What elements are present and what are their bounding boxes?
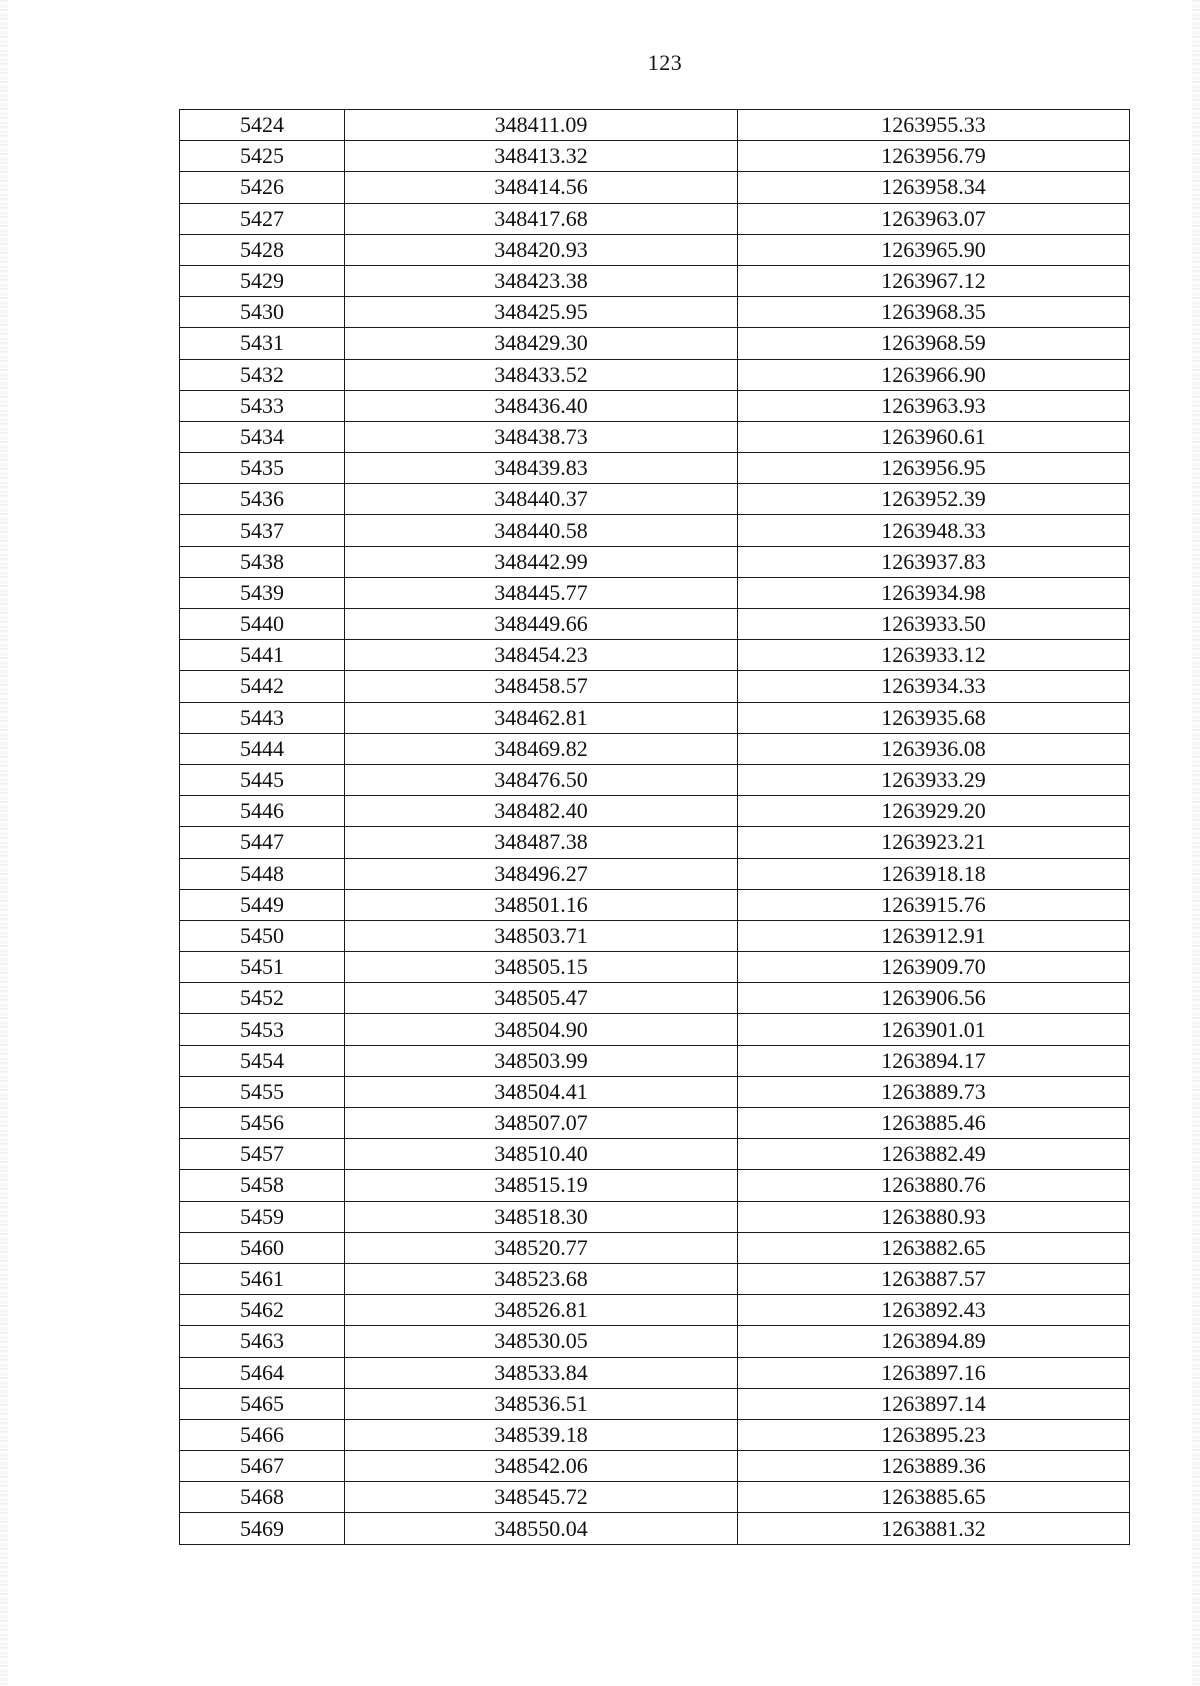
x-coordinate-cell: 348501.16 — [345, 889, 738, 920]
x-coordinate-cell: 348482.40 — [345, 796, 738, 827]
point-id-cell: 5466 — [180, 1419, 345, 1450]
y-coordinate-cell: 1263906.56 — [738, 983, 1130, 1014]
x-coordinate-cell: 348439.83 — [345, 453, 738, 484]
y-coordinate-cell: 1263937.83 — [738, 546, 1130, 577]
coordinates-table-body — [180, 110, 1130, 1545]
table-row — [180, 1388, 1130, 1419]
point-id-cell: 5428 — [180, 234, 345, 265]
x-coordinate-cell: 348550.04 — [345, 1513, 738, 1544]
point-id-cell: 5453 — [180, 1014, 345, 1045]
point-id-cell: 5441 — [180, 640, 345, 671]
y-coordinate-cell: 1263934.98 — [738, 577, 1130, 608]
point-id-cell: 5452 — [180, 983, 345, 1014]
y-coordinate-cell: 1263936.08 — [738, 733, 1130, 764]
point-id-cell: 5462 — [180, 1295, 345, 1326]
y-coordinate-cell: 1263880.76 — [738, 1170, 1130, 1201]
table-row — [180, 1014, 1130, 1045]
table-row — [180, 1513, 1130, 1544]
table-row — [180, 1419, 1130, 1450]
table-row — [180, 265, 1130, 296]
table-row — [180, 1295, 1130, 1326]
y-coordinate-cell: 1263956.95 — [738, 453, 1130, 484]
table-row — [180, 1201, 1130, 1232]
y-coordinate-cell: 1263912.91 — [738, 920, 1130, 951]
point-id-cell: 5457 — [180, 1139, 345, 1170]
table-row — [180, 858, 1130, 889]
table-row — [180, 297, 1130, 328]
x-coordinate-cell: 348515.19 — [345, 1170, 738, 1201]
x-coordinate-cell: 348413.32 — [345, 141, 738, 172]
point-id-cell: 5426 — [180, 172, 345, 203]
y-coordinate-cell: 1263956.79 — [738, 141, 1130, 172]
y-coordinate-cell: 1263915.76 — [738, 889, 1130, 920]
y-coordinate-cell: 1263934.33 — [738, 671, 1130, 702]
x-coordinate-cell: 348533.84 — [345, 1357, 738, 1388]
table-row — [180, 889, 1130, 920]
x-coordinate-cell: 348411.09 — [345, 110, 738, 141]
y-coordinate-cell: 1263935.68 — [738, 702, 1130, 733]
y-coordinate-cell: 1263933.50 — [738, 609, 1130, 640]
table-row — [180, 421, 1130, 452]
x-coordinate-cell: 348510.40 — [345, 1139, 738, 1170]
table-row — [180, 484, 1130, 515]
point-id-cell: 5448 — [180, 858, 345, 889]
point-id-cell: 5434 — [180, 421, 345, 452]
x-coordinate-cell: 348440.58 — [345, 515, 738, 546]
point-id-cell: 5429 — [180, 265, 345, 296]
point-id-cell: 5450 — [180, 920, 345, 951]
point-id-cell: 5437 — [180, 515, 345, 546]
x-coordinate-cell: 348526.81 — [345, 1295, 738, 1326]
table-row — [180, 733, 1130, 764]
table-row — [180, 390, 1130, 421]
point-id-cell: 5468 — [180, 1482, 345, 1513]
table-row — [180, 1451, 1130, 1482]
table-row — [180, 1357, 1130, 1388]
y-coordinate-cell: 1263918.18 — [738, 858, 1130, 889]
x-coordinate-cell: 348536.51 — [345, 1388, 738, 1419]
table-row — [180, 515, 1130, 546]
y-coordinate-cell: 1263952.39 — [738, 484, 1130, 515]
point-id-cell: 5435 — [180, 453, 345, 484]
x-coordinate-cell: 348507.07 — [345, 1108, 738, 1139]
table-row — [180, 328, 1130, 359]
y-coordinate-cell: 1263885.65 — [738, 1482, 1130, 1513]
table-row — [180, 609, 1130, 640]
y-coordinate-cell: 1263933.29 — [738, 764, 1130, 795]
x-coordinate-cell: 348505.47 — [345, 983, 738, 1014]
x-coordinate-cell: 348520.77 — [345, 1232, 738, 1263]
y-coordinate-cell: 1263948.33 — [738, 515, 1130, 546]
x-coordinate-cell: 348454.23 — [345, 640, 738, 671]
table-row — [180, 546, 1130, 577]
x-coordinate-cell: 348503.99 — [345, 1045, 738, 1076]
y-coordinate-cell: 1263897.14 — [738, 1388, 1130, 1419]
x-coordinate-cell: 348445.77 — [345, 577, 738, 608]
table-row — [180, 234, 1130, 265]
table-row — [180, 702, 1130, 733]
x-coordinate-cell: 348420.93 — [345, 234, 738, 265]
scan-edge-right — [1192, 0, 1200, 1686]
y-coordinate-cell: 1263965.90 — [738, 234, 1130, 265]
point-id-cell: 5439 — [180, 577, 345, 608]
scan-edge-left — [0, 0, 8, 1686]
point-id-cell: 5463 — [180, 1326, 345, 1357]
x-coordinate-cell: 348423.38 — [345, 265, 738, 296]
table-row — [180, 1482, 1130, 1513]
x-coordinate-cell: 348487.38 — [345, 827, 738, 858]
x-coordinate-cell: 348505.15 — [345, 952, 738, 983]
y-coordinate-cell: 1263882.49 — [738, 1139, 1130, 1170]
point-id-cell: 5443 — [180, 702, 345, 733]
x-coordinate-cell: 348458.57 — [345, 671, 738, 702]
table-row — [180, 1108, 1130, 1139]
y-coordinate-cell: 1263966.90 — [738, 359, 1130, 390]
y-coordinate-cell: 1263901.01 — [738, 1014, 1130, 1045]
y-coordinate-cell: 1263955.33 — [738, 110, 1130, 141]
table-row — [180, 141, 1130, 172]
y-coordinate-cell: 1263963.93 — [738, 390, 1130, 421]
x-coordinate-cell: 348518.30 — [345, 1201, 738, 1232]
y-coordinate-cell: 1263963.07 — [738, 203, 1130, 234]
y-coordinate-cell: 1263885.46 — [738, 1108, 1130, 1139]
y-coordinate-cell: 1263887.57 — [738, 1263, 1130, 1294]
x-coordinate-cell: 348469.82 — [345, 733, 738, 764]
y-coordinate-cell: 1263894.89 — [738, 1326, 1130, 1357]
point-id-cell: 5461 — [180, 1263, 345, 1294]
table-row — [180, 203, 1130, 234]
table-row — [180, 1263, 1130, 1294]
table-row — [180, 359, 1130, 390]
y-coordinate-cell: 1263909.70 — [738, 952, 1130, 983]
x-coordinate-cell: 348429.30 — [345, 328, 738, 359]
x-coordinate-cell: 348449.66 — [345, 609, 738, 640]
x-coordinate-cell: 348433.52 — [345, 359, 738, 390]
x-coordinate-cell: 348503.71 — [345, 920, 738, 951]
table-row — [180, 577, 1130, 608]
y-coordinate-cell: 1263880.93 — [738, 1201, 1130, 1232]
x-coordinate-cell: 348504.90 — [345, 1014, 738, 1045]
y-coordinate-cell: 1263881.32 — [738, 1513, 1130, 1544]
table-row — [180, 920, 1130, 951]
page-number: 123 — [647, 50, 683, 75]
y-coordinate-cell: 1263894.17 — [738, 1045, 1130, 1076]
point-id-cell: 5430 — [180, 297, 345, 328]
x-coordinate-cell: 348523.68 — [345, 1263, 738, 1294]
table-row — [180, 453, 1130, 484]
y-coordinate-cell: 1263892.43 — [738, 1295, 1130, 1326]
y-coordinate-cell: 1263895.23 — [738, 1419, 1130, 1450]
x-coordinate-cell: 348504.41 — [345, 1076, 738, 1107]
point-id-cell: 5432 — [180, 359, 345, 390]
x-coordinate-cell: 348417.68 — [345, 203, 738, 234]
point-id-cell: 5447 — [180, 827, 345, 858]
table-row — [180, 952, 1130, 983]
coordinates-table-container — [179, 109, 1129, 1545]
table-row — [180, 1326, 1130, 1357]
x-coordinate-cell: 348438.73 — [345, 421, 738, 452]
y-coordinate-cell: 1263882.65 — [738, 1232, 1130, 1263]
point-id-cell: 5427 — [180, 203, 345, 234]
y-coordinate-cell: 1263889.36 — [738, 1451, 1130, 1482]
x-coordinate-cell: 348542.06 — [345, 1451, 738, 1482]
table-row — [180, 983, 1130, 1014]
point-id-cell: 5442 — [180, 671, 345, 702]
table-row — [180, 110, 1130, 141]
y-coordinate-cell: 1263967.12 — [738, 265, 1130, 296]
y-coordinate-cell: 1263929.20 — [738, 796, 1130, 827]
coordinates-table — [179, 109, 1130, 1545]
table-row — [180, 796, 1130, 827]
point-id-cell: 5433 — [180, 390, 345, 421]
x-coordinate-cell: 348496.27 — [345, 858, 738, 889]
point-id-cell: 5424 — [180, 110, 345, 141]
y-coordinate-cell: 1263958.34 — [738, 172, 1130, 203]
y-coordinate-cell: 1263960.61 — [738, 421, 1130, 452]
table-row — [180, 1232, 1130, 1263]
point-id-cell: 5467 — [180, 1451, 345, 1482]
table-row — [180, 1045, 1130, 1076]
point-id-cell: 5440 — [180, 609, 345, 640]
x-coordinate-cell: 348436.40 — [345, 390, 738, 421]
point-id-cell: 5469 — [180, 1513, 345, 1544]
table-row — [180, 827, 1130, 858]
point-id-cell: 5464 — [180, 1357, 345, 1388]
point-id-cell: 5465 — [180, 1388, 345, 1419]
point-id-cell: 5451 — [180, 952, 345, 983]
point-id-cell: 5454 — [180, 1045, 345, 1076]
point-id-cell: 5459 — [180, 1201, 345, 1232]
y-coordinate-cell: 1263968.59 — [738, 328, 1130, 359]
point-id-cell: 5436 — [180, 484, 345, 515]
point-id-cell: 5438 — [180, 546, 345, 577]
x-coordinate-cell: 348476.50 — [345, 764, 738, 795]
point-id-cell: 5458 — [180, 1170, 345, 1201]
y-coordinate-cell: 1263889.73 — [738, 1076, 1130, 1107]
y-coordinate-cell: 1263897.16 — [738, 1357, 1130, 1388]
point-id-cell: 5455 — [180, 1076, 345, 1107]
table-row — [180, 172, 1130, 203]
point-id-cell: 5445 — [180, 764, 345, 795]
y-coordinate-cell: 1263923.21 — [738, 827, 1130, 858]
table-row — [180, 1076, 1130, 1107]
x-coordinate-cell: 348539.18 — [345, 1419, 738, 1450]
x-coordinate-cell: 348425.95 — [345, 297, 738, 328]
table-row — [180, 1139, 1130, 1170]
x-coordinate-cell: 348442.99 — [345, 546, 738, 577]
x-coordinate-cell: 348414.56 — [345, 172, 738, 203]
x-coordinate-cell: 348440.37 — [345, 484, 738, 515]
x-coordinate-cell: 348462.81 — [345, 702, 738, 733]
table-row — [180, 764, 1130, 795]
point-id-cell: 5446 — [180, 796, 345, 827]
y-coordinate-cell: 1263933.12 — [738, 640, 1130, 671]
table-row — [180, 640, 1130, 671]
point-id-cell: 5425 — [180, 141, 345, 172]
x-coordinate-cell: 348530.05 — [345, 1326, 738, 1357]
point-id-cell: 5444 — [180, 733, 345, 764]
point-id-cell: 5449 — [180, 889, 345, 920]
table-row — [180, 671, 1130, 702]
table-row — [180, 1170, 1130, 1201]
point-id-cell: 5460 — [180, 1232, 345, 1263]
point-id-cell: 5456 — [180, 1108, 345, 1139]
point-id-cell: 5431 — [180, 328, 345, 359]
x-coordinate-cell: 348545.72 — [345, 1482, 738, 1513]
y-coordinate-cell: 1263968.35 — [738, 297, 1130, 328]
